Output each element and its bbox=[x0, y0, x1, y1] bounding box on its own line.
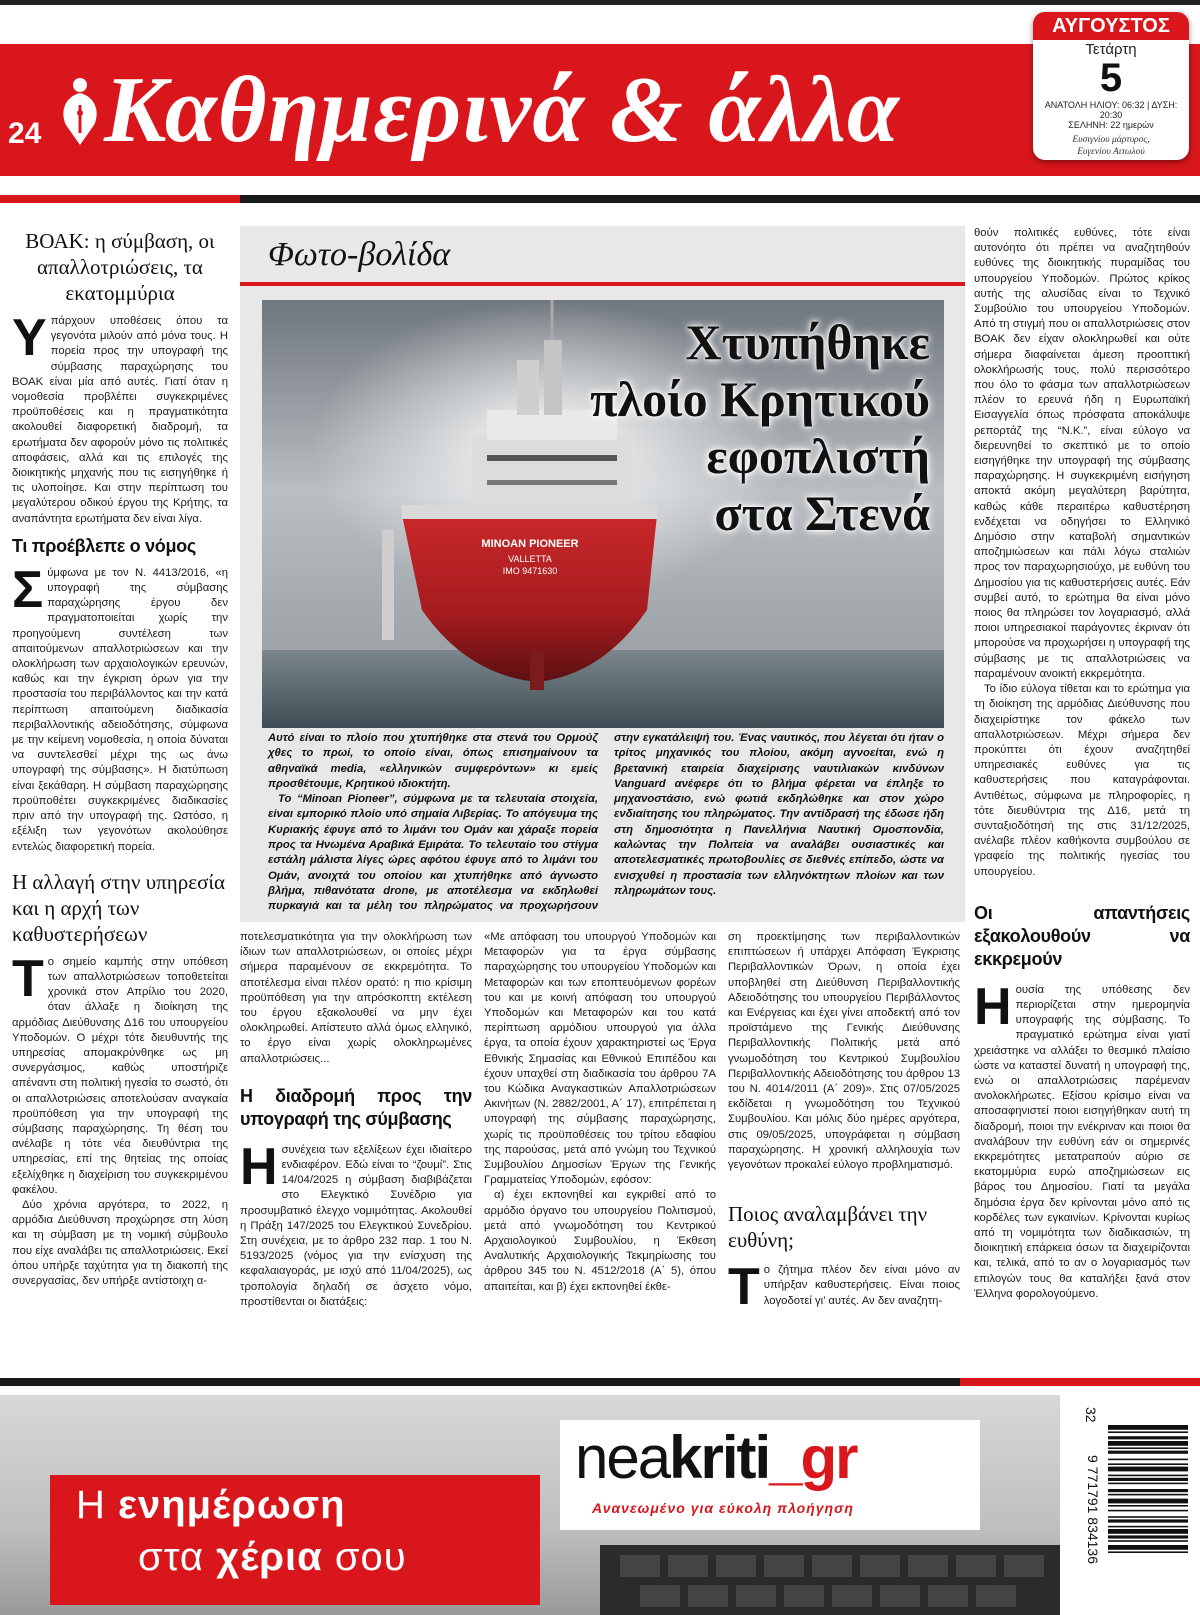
barcode-bar bbox=[1108, 1447, 1188, 1449]
saints-line-1: Ευσιγνίου μάρτυρος, bbox=[1072, 135, 1150, 145]
caption-paragraph: Το “Minoan Pioneer”, σύμφωνα με τα τελευταία στοιχεία, είναι εμπορικό πλοίο υπό σημαία Λιβερίας. Το απόγευμα της Κυριακής έφυγε από το λιμάνι του Ομάν και χάραξε πορεία προς τα Ηνωμένα Αραβικά Εμιράτα. Το τελευταίο του στίγμα εστάλη μάλιστα λίγες ώρες αφότου έφυγε από το λιμάνι του Ομάν, ανοιχτά του οποίου και χτυπήθηκε από άγνωστο βλήμα, πιθανότατα drone, με αποτέλεσμα να εκδηλωθεί πυρκαγιά και τα μέλη του πληρώματος να προχωρήσουν στην εγκατάλειψή του. Ένας ναυτικός, που λέγεται ότι ήταν ο τρίτος μηχανικός του πλοίου, ακόμη αγνοείται, ενώ η βρετανική εταιρεία διαχείρισης ναυτιλιακών κινδύνων Vanguard ανέφερε ότι το βλήμα φέρεται να έπληξε το μηχανοστάσιο, ενώ φωτιά εκδηλώθηκε και στον χώρο ενδιαίτησης του πληρώματος. Την αντίδρασή της έδωσε ήδη στη δημοσιότητα η Πανελλήνια Ναυτική Ομοσπονδία, καλώντας την Πολιτεία να αναλάβει ουσιαστικές και αποτελεσματικές πρωτοβουλίες σε διεθνές επίπεδο, ώστε να ενισχυθεί η προστασία των ελληνόκτητων πλοίων και των πληρωμάτων τους. bbox=[268, 732, 944, 913]
ship-name-marking: MINOAN PIONEER bbox=[481, 538, 579, 550]
article-paragraph: θούν πολιτικές ευθύνες, τότε είναι αυτονόητο ότι πρέπει να αναζητηθούν ευθύνες της διοικητικής πυραμίδας του υπουργείου Υποδομών. Πρώτος κρίκος αυτής της αλυσίδας είναι το Τεχνικό Συμβούλιο του υπουργείου Υποδομών. Από τη στιγμή που οι απαλλοτριώσεις στον ΒΟΑΚ δεν είχαν ολοκληρωθεί και ούτε σήμερα διαφαίνεται άμεση προοπτική ολοκλήρωσής τους, πολύ περισσότερο που όλο το φάσμα των απαλλοτριώσεων πλέον το ερευνά ήδη η Ευρωπαϊκή Εισαγγελία όπως πρόσφατα αποκάλυψε ρεπορτάζ της “Ν.Κ.”, είναι εύλογο να διερευνηθεί το σκεπτικό με το οποίο εισηγήθηκε την υπογραφή της σύμβασης παραχώρησης. Η συγκεκριμένη εισήγηση αποκτά ακόμη μεγαλύτερη βαρύτητα, καθώς κάθε περαιτέρω καθυστέρηση ενδέχεται να οδηγήσει το Ελληνικό Δημόσιο στην καταβολή σημαντικών αποζημιώσεων και πάλι λόγω σταλιών προς τον παραχωρησιούχο, με ευθύνη του Δημοσίου για τις καθυστερήσεις αυτές. Εάν συμβεί αυτό, το ερώτημα θα είναι μόνο ποιος θα πληρώσει τον λογαριασμό, αλλά ποιοι υπηρεσιακοί παράγοντες έκριναν ότι μπορούσε να προχωρήσει η υπογραφή της σύμβασης με τις απαλλοτριώσεις να παραμένουν ανοικτή εκκρεμότητα. bbox=[974, 227, 1190, 680]
barcode-bar bbox=[1108, 1499, 1188, 1504]
barcode-bar bbox=[1108, 1494, 1188, 1496]
photo-caption bbox=[268, 731, 944, 915]
barcode-bar bbox=[1108, 1526, 1188, 1528]
barcode-bar bbox=[1108, 1463, 1188, 1465]
moon-phase: ΣΕΛΗΝΗ: 22 ημερών bbox=[1068, 120, 1154, 130]
article-column-5 bbox=[974, 226, 1190, 1302]
article-paragraph: Το ζήτημα πλέον δεν είναι μόνο αν υπήρξαν καθυστερήσεις. Είναι ποιος λογοδοτεί γι’ αυτές. Αν δεν αναζητη- bbox=[728, 1258, 960, 1317]
article-title: ΒΟΑΚ: η σύμβαση, οι απαλλοτριώσεις, τα εκατομμύρια bbox=[25, 229, 215, 305]
issue-number: 32 bbox=[1083, 1407, 1099, 1423]
barcode-bar bbox=[1108, 1459, 1188, 1461]
sunrise-sunset: ΑΝΑΤΟΛΗ ΗΛΙΟΥ: 06:32 | ΔΥΣΗ: 20:30 bbox=[1044, 100, 1178, 120]
neakriti-advertisement[interactable] bbox=[0, 1395, 1060, 1615]
feature-rule bbox=[240, 282, 965, 286]
article-column-4 bbox=[728, 930, 960, 1317]
ship-photo bbox=[262, 300, 944, 728]
drop-cap: Η bbox=[240, 1137, 278, 1196]
date-month: ΑΥΓΟΥΣΤΟΣ bbox=[1033, 12, 1189, 40]
header-divider-accent bbox=[0, 195, 240, 203]
headline-line-4: στα Στενά bbox=[714, 485, 930, 541]
pen-nib-logo-icon bbox=[54, 75, 106, 147]
neakriti-logo[interactable]: neakriti_gr bbox=[575, 1424, 857, 1491]
drop-cap: Τ bbox=[728, 1258, 760, 1317]
date-weekday: Τετάρτη bbox=[1085, 41, 1137, 58]
barcode-bar bbox=[1108, 1535, 1188, 1538]
article-paragraph: α) έχει εκπονηθεί και εγκριθεί από το αρμόδιο όργανο του υπουργείου Πολιτισμού, μετά από γνωμοδότηση του Κεντρικού Αρχαιολογικού Συμβουλίου, η Έκθεση Αναλυτικής Αρχαιολογικής Τεκμηρίωσης του άρθρου 345 του Ν. 4512/2018 (Α΄ 5), όπου απαιτείται, και β) έχει εκπονηθεί έκθε- bbox=[484, 1189, 716, 1293]
drop-cap: Σ bbox=[12, 560, 44, 619]
barcode-bar bbox=[1108, 1475, 1188, 1477]
barcode-bar bbox=[1108, 1540, 1188, 1542]
subheading-signing-route: Η διαδρομή προς την υπογραφή της σύμβασης bbox=[240, 1085, 472, 1129]
barcode-bar bbox=[1108, 1519, 1188, 1522]
barcode-bar bbox=[1108, 1478, 1188, 1481]
top-rule bbox=[0, 0, 1200, 5]
article-paragraph: Ησυνέχεια των εξελίξεων έχει ιδιαίτερο ενδιαφέρον. Εδώ είναι το “ζουμί”. Στις 14/04/2025 η σύμβαση διαβιβάζεται στο Ελεγκτικό Συνέδριο για προσυμβατικό έλεγχο νομιμότητας. Ακολουθεί η Πράξη 147/2025 του Ελεγκτικού Συνεδρίου. Στη συνέχεια, με το άρθρο 232 παρ. 1 του Ν. 5193/2025 (νόμος για την ενίσχυση της κεφαλαιαγοράς, με ισχύ από 11/04/2025), ως τροπολογία δηλαδή σε άσχετο νόμο, προστίθενται οι διατάξεις: bbox=[240, 1137, 472, 1308]
caption-paragraph: Αυτό είναι το πλοίο που χτυπήθηκε στα στενά του Ορμούζ χθες το πρωί, το οποίο είναι, όπως επισημαίνουν τα αθηναϊκά media, «ελληνικών συμφερόντων» κι εμείς προσθέτουμε, Κρητικού ιδιοκτήτη. bbox=[268, 732, 598, 790]
subheading-service-change: Η αλλαγή στην υπηρεσία και η αρχή των καθυστερήσεων bbox=[12, 869, 226, 946]
article-paragraph: Το σημείο καμπής στην υπόθεση των απαλλοτριώσεων τοποθετείται χρονικά στον Απρίλιο του 2020, όταν άλλαξε η διοίκηση της αρμόδιας Διεύθυνσης Δ16 του υπουργείου Υποδομών. Ο μέχρι τότε διευθυντής της υπηρεσίας απομακρύνθηκε ως μη συνεργάσιμος, καθώς υποστήριζε απέναντι στη πολιτική ηγεσία το σωστό, ότι οι απαλλοτριώσεις αποτελούσαν αναγκαία προϋπόθεση για την υπογραφή της σύμβασης παραχώρησης. Τη θέση του ανέλαβε η τότε νέα διευθύντρια της υπηρεσίας, επί της θητείας της οποίας εξελίχθηκε η διαχείριση του συγκεκριμένου φακέλου. bbox=[12, 949, 228, 1196]
barcode-bar bbox=[1108, 1545, 1188, 1550]
saints-line-2: Ευγενίου Αιτωλού bbox=[1077, 147, 1145, 157]
barcode-bar bbox=[1108, 1436, 1188, 1439]
article-paragraph: Το ίδιο εύλογα τίθεται και το ερώτημα για τη διοίκηση της αρμόδιας Διεύθυνσης που διαχειρίστηκε τον φάκελο των απαλλοτριώσεων. Μέχρι σήμερα δεν προκύπτει ότι έχουν αναζητηθεί υπηρεσιακές ευθύνες για τις καθυστερήσεις που καταγράφονται. Αντιθέτως, σύμφωνα με πληροφορίες, η τότε διευθύντρια της Δ16, μετά τη συνταξιοδότησή της στις 31/12/2025, ανέλαβε πλέον καθήκοντα συμβούλου σε γραφείο της πολιτικής ηγεσίας του υπουργείου. bbox=[974, 683, 1190, 878]
barcode-bar bbox=[1108, 1510, 1188, 1512]
article-paragraph: ση προεκτίμησης των περιβαλλοντικών επιπτώσεων ή υπάρχει Απόφαση Έγκρισης Περιβαλλοντικών Όρων, η οποία έχει υποβληθεί στη Διεύθυνση Περιβαλλοντικής Αδειοδότησης του υπουργείου Περιβάλλοντος και Ενέργειας και έχει γίνει αποδεκτή από τον προϊστάμενο της Γενικής Διεύθυνσης Περιβαλλοντικής Πολιτικής μετά από γνωμοδότηση του Κεντρικού Συμβουλίου Περιβαλλοντικής Αδειοδότησης του άρθρου 13 του Ν. 4014/2011 (Α΄ 209)». Στις 07/05/2025 εκδίδεται η γνωμοδότηση του Τεχνικού Συμβουλίου. Και μόλις δύο ημέρες αργότερα, στις 09/05/2025, υπογράφεται η σύμβαση παραχώρησης. Η χρονική αλληλουχία των γεγονότων προκαλεί εύλογο προβληματισμό. bbox=[728, 931, 960, 1172]
article-paragraph: ποτελεσματικότητα για την ολοκλήρωση των ίδιων των απαλλοτριώσεων, οι οποίες μέχρι σήμερα παραμένουν σε εκκρεμότητα. Το αποτέλεσμα είναι πλέον ορατό: η πιο κρίσιμη προϋπόθεση για την απρόσκοπτη εκτέλεση του έργου εξακολουθεί να μην έχει ολοκληρωθεί. Απίστευτο αλλά όμως ελληνικό, το έργο είναι χωρίς ολοκληρωμένες απαλλοτριώσεις... bbox=[240, 931, 472, 1065]
drop-cap: Η bbox=[974, 977, 1012, 1036]
barcode-bar bbox=[1108, 1489, 1188, 1492]
ad-slogan-line-2: στα χέρια σου bbox=[138, 1535, 407, 1579]
headline-line-3: εφοπλιστή bbox=[706, 428, 930, 484]
article-paragraph: Υπάρχουν υποθέσεις όπου τα γεγονότα μιλούν από μόνα τους. Η πορεία προς την υπογραφή της σύμβασης παραχώρησης του ΒΟΑΚ είναι μία από αυτές. Γιατί όταν η νομοθεσία προβλέπει συγκεκριμένες προϋποθέσεις και η πραγματικότητα ακολουθεί διαφορετική διαδρομή, τα ερωτήματα δεν αφορούν μόνο τις πολιτικές αποφάσεις, αλλά και τις επιλογές της διοικητικής μηχανής που τις εισηγήθηκε ή τις υλοποίησε. Και στην περίπτωση του μεγαλύτερου οδικού έργου της Κρήτης, τα αναπάντητα ερωτήματα δεν είναι λίγα. bbox=[12, 309, 228, 525]
ship-port-marking: VALLETTA bbox=[508, 554, 552, 564]
barcode-digits: 9 771791 834136 bbox=[1085, 1455, 1101, 1564]
feature-headline bbox=[590, 314, 930, 542]
barcode-bar bbox=[1108, 1483, 1188, 1485]
article-column-1 bbox=[12, 228, 228, 1289]
ad-slogan-line-1: Η ενημέρωση bbox=[76, 1483, 346, 1527]
ship-imo-marking: IMO 9471630 bbox=[502, 566, 558, 576]
article-paragraph: «Με απόφαση του υπουργού Υποδομών και Μεταφορών για τα έργα σύμβασης παραχώρησης του υπουργείου Υποδομών και Μεταφορών και των εποπτευόμενων φορέων του και με κοινή απόφαση του υπουργού Υποδομών και Μεταφορών και του κατά περίπτωση αρμόδιου υπουργού για άλλα έργα, τα οποία έχουν χαρακτηριστεί ως Έργα Εθνικής Σημασίας και Εθνικού Επιπέδου και έχουν υπαχθεί στη διαδικασία του άρθρου 7Α του Κώδικα Αναγκαστικών Απαλλοτριώσεων Ακινήτων (Ν. 2882/2001, Α΄ 17), επιτρέπεται η υπογραφή της σύμβασης παραχώρησης, χωρίς τις προϋποθέσεις του τρίτου εδαφίου της παρούσας, μετά από γνώμη του Τεχνικού Συμβουλίου Δημοσίων Έργων της Γενικής Γραμματείας Υποδομών, εφόσον: bbox=[484, 931, 716, 1187]
barcode-bar bbox=[1108, 1529, 1188, 1534]
subheading-responsibility: Ποιος αναλαμβάνει την ευθύνη; bbox=[728, 1202, 928, 1253]
barcode-icon bbox=[1068, 1395, 1196, 1610]
date-day-number: 5 bbox=[1099, 56, 1123, 100]
page-number: 24 bbox=[8, 117, 42, 150]
headline-line-1: Χτυπήθηκε bbox=[685, 314, 930, 370]
barcode-bar bbox=[1108, 1441, 1188, 1446]
saints-of-day bbox=[1033, 134, 1189, 158]
ad-tagline: Ανανεωμένο για εύκολη πλοήγηση bbox=[592, 1500, 854, 1516]
article-paragraph: Ηουσία της υπόθεσης δεν περιορίζεται στην ημερομηνία υπογραφής της σύμβασης. Το πραγματικό ερώτημα είναι γιατί χρειάστηκε να αλλάξει το θεσμικό πλαίσιο ώστε να καταστεί δυνατή η υπογραφή της, ενώ οι απαλλοτριώσεις παρέμεναν ανολοκλήρωτες. Εξίσου κρίσιμο είναι να αποσαφηνιστεί ποιοι εισηγήθηκαν αυτή τη διαδρομή, ποιοι την ενέκριναν και ποιοι θα αναλάβουν την ευθύνη εάν οι σημερινές εκκρεμότητες μετατραπούν αύριο σε εκατομμύρια ευρώ αποζημιώσεων εις βάρος του Δημοσίου. Γιατί τα μεγάλα δημόσια έργα δεν κρίνονται μόνο από τις κορδέλες των εγκαινίων. Κρίνονται κυρίως από τη νομιμότητα των διαδικασιών, τη διοικητική επάρκεια όσων τα διαχειρίζονται και, τελικά, από το αν ο λογαριασμός των επιλογών τους θα καταλήξει ξανά στον Έλληνα φορολογούμενο. bbox=[974, 977, 1190, 1300]
subheading-answers-pending: Οι απαντήσεις εξακολουθούν να εκκρεμούν bbox=[974, 902, 1190, 969]
article-column-2 bbox=[240, 930, 472, 1310]
footer-divider-accent bbox=[960, 1378, 1200, 1386]
date-box bbox=[1033, 12, 1189, 160]
photo-feature-box bbox=[240, 226, 965, 922]
section-title: Καθημερινά & άλλα bbox=[104, 58, 900, 162]
article-paragraph: Σύμφωνα με τον Ν. 4413/2016, «η υπογραφή της σύμβασης παραχώρησης έργου δεν πραγματοποιείται χωρίς την προηγούμενη συντέλεση των απαιτούμενων απαλλοτριώσεων και την ολοκλήρωση των αρχαιολογικών ερευνών, καθώς και την έγκριση όρων για την προστασία του περιβάλλοντος και την κατά περίπτωση απαιτούμενη διαδικασία περιβαλλοντικής αδειοδότησης, σύμφωνα με την κείμενη νομοθεσία, η οποία δύναται να συντελεσθεί μέχρι της ως άνω υπογραφή της σύμβασης». Η διατύπωση είναι ξεκάθαρη. Η σύμβαση παραχώρησης προϋποθέτει συγκεκριμένες διαδικασίες πριν από την υπογραφή της. Ωστόσο, η εξέλιξη των γεγονότων ακολούθησε εντελώς διαφορετική πορεία. bbox=[12, 560, 228, 853]
barcode-bar bbox=[1108, 1516, 1188, 1518]
barcode-bar bbox=[1108, 1451, 1188, 1454]
feature-label: Φωτο-βολίδα bbox=[268, 236, 451, 273]
barcode-bar bbox=[1108, 1551, 1188, 1553]
barcode-bar bbox=[1108, 1431, 1188, 1433]
headline-line-2: πλοίο Κρητικού bbox=[590, 371, 930, 427]
barcode-bar bbox=[1108, 1425, 1188, 1430]
drop-cap: Τ bbox=[12, 949, 44, 1008]
article-paragraph: Δύο χρόνια αργότερα, το 2022, η αρμόδια Διεύθυνση προχώρησε στη λύση και τη σύμβαση με τη νομική σύμβουλο που είχε αναλάβει τις απαλλοτριώσεις. Εκεί όπου υπήρξε ταχύτητα για τη διακοπή της συνεργασίας, δεν υπήρξε αντίστοιχη α- bbox=[12, 1198, 228, 1287]
barcode-bar bbox=[1108, 1505, 1188, 1507]
drop-cap: Υ bbox=[12, 309, 47, 367]
subheading-law: Τι προέβλεπε ο νόμος bbox=[12, 535, 196, 556]
article-column-3 bbox=[484, 930, 716, 1295]
barcode-bar bbox=[1108, 1467, 1188, 1472]
